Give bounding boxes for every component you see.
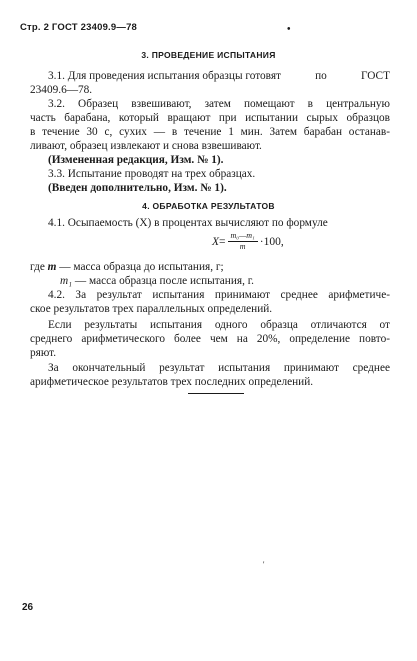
para-3-1-line-2: 23409.6—78.: [30, 84, 93, 96]
scan-mark: ': [263, 560, 265, 569]
formula-lhs: X: [212, 235, 220, 248]
page-header: Стр. 2 ГОСТ 23409.9—78: [20, 22, 138, 33]
para-4-3-line-1: Если результаты испытания одного образца отличаются от: [48, 319, 390, 331]
page-mark: •: [287, 24, 291, 35]
where-text-2: — масса образца после испытания, г.: [74, 275, 254, 287]
formula-numerator: m₀—m₁: [228, 231, 258, 242]
where-word: где: [30, 261, 45, 273]
where-text-1: — масса образца до испытания, г;: [59, 261, 224, 273]
para-3-2-line-4: ливают, образец извлекают и снова взвешивают.: [30, 140, 262, 152]
amendment-note-2: (Введен дополнительно, Изм. № 1).: [48, 182, 227, 194]
section-3-title: 3. ПРОВЕДЕНИЕ ИСПЫТАНИЯ: [141, 50, 276, 60]
para-3-1-line-1: [48, 69, 390, 83]
para-3-2-line-2: часть барабана, который вращают при испытании сырых образцов: [30, 112, 390, 124]
para-4-4-line-2: арифметическое результатов трех последних определений.: [30, 376, 314, 388]
para-3-1-text: 3.1. Для проведения испытания образцы готовят: [48, 70, 281, 82]
para-4-2-line-2: ское результатов трех параллельных определений.: [30, 303, 273, 315]
formula-eq: =: [219, 235, 226, 248]
para-4-4-line-1: За окончательный результат испытания принимают среднее: [48, 362, 390, 374]
para-3-1-gost: ГОСТ: [361, 70, 390, 82]
amendment-note-1: (Измененная редакция, Изм. № 1).: [48, 154, 224, 166]
para-4-3-line-2: среднего арифметического более чем на 20%, определение повто-: [30, 333, 390, 345]
formula: [212, 231, 284, 252]
where-symbol-m: m: [47, 261, 57, 273]
formula-rhs: ·100,: [259, 235, 284, 248]
para-3-3: 3.3. Испытание проводят на трех образцах.: [48, 168, 256, 180]
end-rule: [188, 393, 244, 394]
para-4-3-line-3: ряют.: [30, 347, 57, 359]
formula-denominator: m: [239, 242, 246, 251]
section-4-title: 4. ОБРАБОТКА РЕЗУЛЬТАТОВ: [142, 201, 275, 211]
formula-fraction: [228, 231, 258, 252]
page-number: 26: [22, 602, 34, 613]
para-4-1: 4.1. Осыпаемость (X) в процентах вычисляют по формуле: [48, 217, 328, 229]
para-4-2-line-1: 4.2. За результат испытания принимают среднее арифметиче-: [48, 289, 390, 301]
where-symbol-m1: m₁: [60, 275, 73, 287]
para-3-1-po: по: [315, 70, 327, 82]
para-3-2-line-1: 3.2. Образец взвешивают, затем помещают в центральную: [48, 98, 390, 110]
para-3-2-line-3: в течение 30 с, сухих — в течение 1 мин. Затем барабан останав-: [30, 126, 390, 138]
where-line-2: [60, 274, 390, 288]
where-line-1: [30, 260, 390, 274]
